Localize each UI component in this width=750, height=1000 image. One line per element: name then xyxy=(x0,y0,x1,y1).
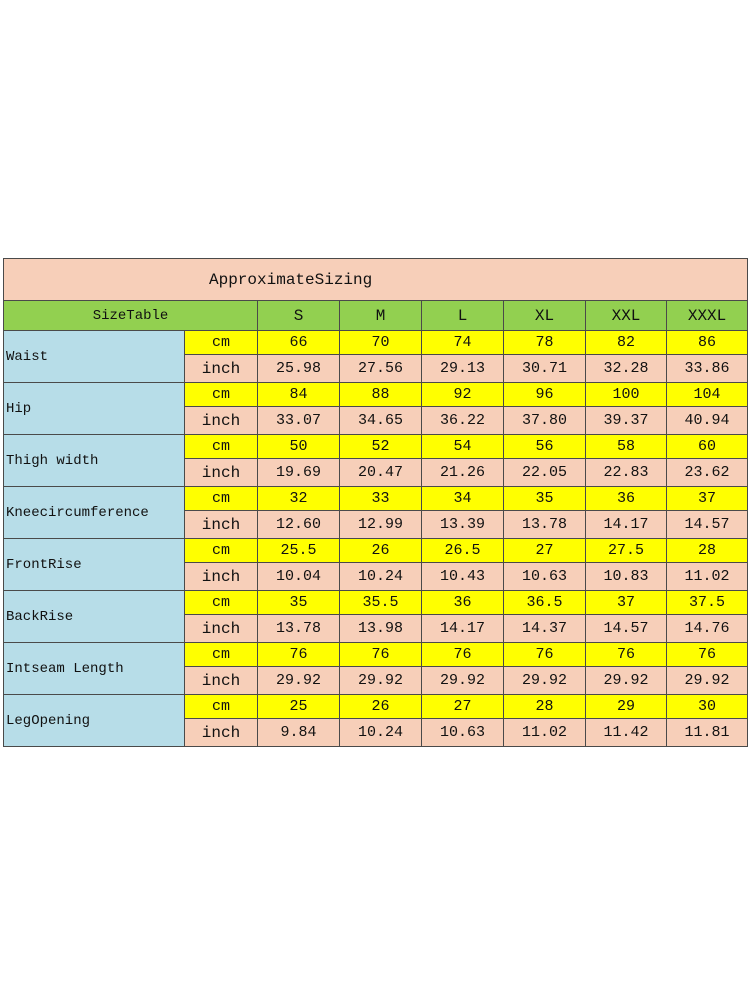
inch-value-cell: 12.60 xyxy=(258,511,340,539)
unit-label-cm: cm xyxy=(185,435,258,459)
cm-value-cell: 82 xyxy=(586,331,667,355)
inch-value-cell: 30.71 xyxy=(504,355,586,383)
cm-value-cell: 27.5 xyxy=(586,539,667,563)
inch-value-cell: 32.28 xyxy=(586,355,667,383)
inch-value-cell: 23.62 xyxy=(667,459,748,487)
size-header-l: L xyxy=(422,301,504,331)
header-row xyxy=(4,301,748,331)
inch-value-cell: 29.92 xyxy=(504,667,586,695)
inch-value-cell: 20.47 xyxy=(340,459,422,487)
unit-label-inch: inch xyxy=(185,719,258,747)
cm-value-cell: 34 xyxy=(422,487,504,511)
size-table-header: SizeTable xyxy=(4,301,258,331)
inch-value-cell: 33.07 xyxy=(258,407,340,435)
inch-value-cell: 29.13 xyxy=(422,355,504,383)
inch-value-cell: 40.94 xyxy=(667,407,748,435)
cm-value-cell: 78 xyxy=(504,331,586,355)
unit-label-inch: inch xyxy=(185,511,258,539)
cm-value-cell: 50 xyxy=(258,435,340,459)
cm-value-cell: 88 xyxy=(340,383,422,407)
inch-value-cell: 14.17 xyxy=(586,511,667,539)
cm-value-cell: 36 xyxy=(422,591,504,615)
inch-value-cell: 10.04 xyxy=(258,563,340,591)
cm-value-cell: 33 xyxy=(340,487,422,511)
cm-value-cell: 27 xyxy=(504,539,586,563)
unit-label-cm: cm xyxy=(185,539,258,563)
measurement-name: FrontRise xyxy=(4,539,185,591)
inch-value-cell: 11.81 xyxy=(667,719,748,747)
cm-value-cell: 76 xyxy=(586,643,667,667)
unit-label-cm: cm xyxy=(185,695,258,719)
measurement-row-cm xyxy=(4,383,748,407)
cm-value-cell: 100 xyxy=(586,383,667,407)
size-header-xxxl: XXXL xyxy=(667,301,748,331)
measurement-row-cm xyxy=(4,435,748,459)
measurement-name: Intseam Length xyxy=(4,643,185,695)
inch-value-cell: 29.92 xyxy=(422,667,504,695)
cm-value-cell: 25.5 xyxy=(258,539,340,563)
size-header-s: S xyxy=(258,301,340,331)
size-header-m: M xyxy=(340,301,422,331)
unit-label-inch: inch xyxy=(185,407,258,435)
cm-value-cell: 25 xyxy=(258,695,340,719)
unit-label-cm: cm xyxy=(185,591,258,615)
cm-value-cell: 76 xyxy=(340,643,422,667)
cm-value-cell: 76 xyxy=(504,643,586,667)
inch-value-cell: 12.99 xyxy=(340,511,422,539)
cm-value-cell: 30 xyxy=(667,695,748,719)
cm-value-cell: 86 xyxy=(667,331,748,355)
cm-value-cell: 60 xyxy=(667,435,748,459)
cm-value-cell: 104 xyxy=(667,383,748,407)
cm-value-cell: 76 xyxy=(258,643,340,667)
inch-value-cell: 11.02 xyxy=(504,719,586,747)
size-header-xxl: XXL xyxy=(586,301,667,331)
cm-value-cell: 36 xyxy=(586,487,667,511)
inch-value-cell: 29.92 xyxy=(258,667,340,695)
cm-value-cell: 76 xyxy=(422,643,504,667)
inch-value-cell: 36.22 xyxy=(422,407,504,435)
inch-value-cell: 10.24 xyxy=(340,563,422,591)
cm-value-cell: 28 xyxy=(667,539,748,563)
inch-value-cell: 25.98 xyxy=(258,355,340,383)
measurement-name: Kneecircumference xyxy=(4,487,185,539)
cm-value-cell: 37.5 xyxy=(667,591,748,615)
cm-value-cell: 66 xyxy=(258,331,340,355)
measurement-row-cm xyxy=(4,695,748,719)
cm-value-cell: 27 xyxy=(422,695,504,719)
inch-value-cell: 13.78 xyxy=(504,511,586,539)
inch-value-cell: 29.92 xyxy=(586,667,667,695)
cm-value-cell: 26 xyxy=(340,539,422,563)
cm-value-cell: 37 xyxy=(667,487,748,511)
cm-value-cell: 26.5 xyxy=(422,539,504,563)
cm-value-cell: 36.5 xyxy=(504,591,586,615)
unit-label-cm: cm xyxy=(185,643,258,667)
cm-value-cell: 26 xyxy=(340,695,422,719)
cm-value-cell: 29 xyxy=(586,695,667,719)
unit-label-inch: inch xyxy=(185,355,258,383)
measurement-row-cm xyxy=(4,331,748,355)
cm-value-cell: 54 xyxy=(422,435,504,459)
measurement-name: Hip xyxy=(4,383,185,435)
unit-label-cm: cm xyxy=(185,487,258,511)
measurement-name: Waist xyxy=(4,331,185,383)
measurement-row-cm xyxy=(4,591,748,615)
inch-value-cell: 34.65 xyxy=(340,407,422,435)
inch-value-cell: 10.24 xyxy=(340,719,422,747)
inch-value-cell: 13.98 xyxy=(340,615,422,643)
cm-value-cell: 92 xyxy=(422,383,504,407)
unit-label-inch: inch xyxy=(185,563,258,591)
inch-value-cell: 39.37 xyxy=(586,407,667,435)
inch-value-cell: 10.83 xyxy=(586,563,667,591)
cm-value-cell: 37 xyxy=(586,591,667,615)
measurement-row-cm xyxy=(4,487,748,511)
inch-value-cell: 11.42 xyxy=(586,719,667,747)
measurement-name: Thigh width xyxy=(4,435,185,487)
cm-value-cell: 58 xyxy=(586,435,667,459)
inch-value-cell: 11.02 xyxy=(667,563,748,591)
size-header-xl: XL xyxy=(504,301,586,331)
unit-label-cm: cm xyxy=(185,331,258,355)
cm-value-cell: 76 xyxy=(667,643,748,667)
cm-value-cell: 35.5 xyxy=(340,591,422,615)
inch-value-cell: 19.69 xyxy=(258,459,340,487)
unit-label-cm: cm xyxy=(185,383,258,407)
table-body xyxy=(4,259,748,747)
inch-value-cell: 29.92 xyxy=(340,667,422,695)
measurement-row-cm xyxy=(4,539,748,563)
inch-value-cell: 33.86 xyxy=(667,355,748,383)
inch-value-cell: 21.26 xyxy=(422,459,504,487)
measurement-row-cm xyxy=(4,643,748,667)
inch-value-cell: 13.78 xyxy=(258,615,340,643)
size-chart-table xyxy=(3,258,748,747)
cm-value-cell: 35 xyxy=(258,591,340,615)
unit-label-inch: inch xyxy=(185,615,258,643)
inch-value-cell: 14.57 xyxy=(586,615,667,643)
cm-value-cell: 70 xyxy=(340,331,422,355)
inch-value-cell: 29.92 xyxy=(667,667,748,695)
cm-value-cell: 32 xyxy=(258,487,340,511)
inch-value-cell: 10.43 xyxy=(422,563,504,591)
measurement-name: LegOpening xyxy=(4,695,185,747)
inch-value-cell: 14.37 xyxy=(504,615,586,643)
measurement-name: BackRise xyxy=(4,591,185,643)
inch-value-cell: 27.56 xyxy=(340,355,422,383)
cm-value-cell: 35 xyxy=(504,487,586,511)
inch-value-cell: 22.05 xyxy=(504,459,586,487)
inch-value-cell: 14.57 xyxy=(667,511,748,539)
title-row xyxy=(4,259,748,301)
cm-value-cell: 56 xyxy=(504,435,586,459)
cm-value-cell: 96 xyxy=(504,383,586,407)
cm-value-cell: 84 xyxy=(258,383,340,407)
inch-value-cell: 10.63 xyxy=(422,719,504,747)
inch-value-cell: 14.17 xyxy=(422,615,504,643)
cm-value-cell: 74 xyxy=(422,331,504,355)
inch-value-cell: 37.80 xyxy=(504,407,586,435)
inch-value-cell: 10.63 xyxy=(504,563,586,591)
inch-value-cell: 9.84 xyxy=(258,719,340,747)
cm-value-cell: 28 xyxy=(504,695,586,719)
unit-label-inch: inch xyxy=(185,459,258,487)
inch-value-cell: 13.39 xyxy=(422,511,504,539)
inch-value-cell: 22.83 xyxy=(586,459,667,487)
inch-value-cell: 14.76 xyxy=(667,615,748,643)
table-title: ApproximateSizing xyxy=(4,259,748,301)
cm-value-cell: 52 xyxy=(340,435,422,459)
unit-label-inch: inch xyxy=(185,667,258,695)
